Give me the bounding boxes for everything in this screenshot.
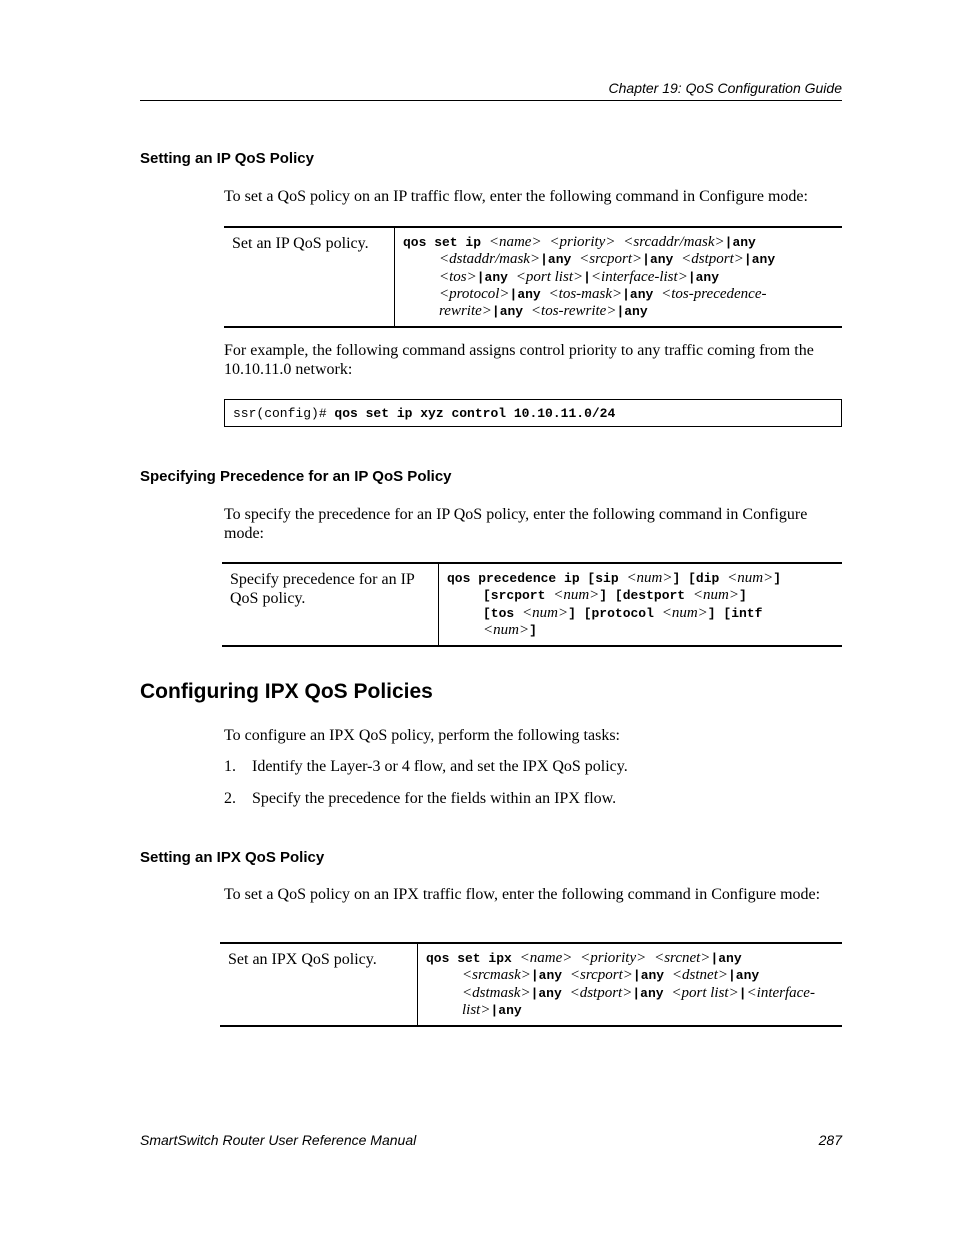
syntax-keyword: qos set ip (403, 235, 489, 250)
syntax-keyword: |any (710, 951, 742, 966)
command-table-precedence (222, 562, 842, 647)
running-header: Chapter 19: QoS Configuration Guide (140, 78, 842, 101)
intro-ipx-qos: To set a QoS policy on an IPX traffic flow, enter the following command in Configure mode: (224, 886, 821, 903)
syntax-keyword: |any (632, 968, 672, 984)
syntax-argument: <num> (522, 604, 569, 621)
syntax-keyword: |any (491, 304, 531, 320)
syntax-keyword: |any (509, 286, 549, 302)
syntax-argument: <interface-list> (590, 268, 688, 285)
list-item-number: 2. (224, 790, 236, 807)
heading-setting-ip-qos-policy: Setting an IP QoS Policy (140, 150, 314, 167)
syntax-keyword: | (583, 269, 591, 285)
syntax-keyword: | (738, 985, 747, 1001)
example-command: qos set ip xyz control 10.10.11.0/24 (334, 406, 616, 421)
syntax-keyword: |any (687, 269, 720, 285)
command-table-ip-qos (224, 226, 842, 328)
syntax-keyword: |any (540, 252, 580, 268)
syntax-argument: <num> (727, 570, 774, 586)
list-item (224, 789, 616, 808)
syntax-argument: <tos-mask> (548, 285, 623, 302)
syntax-argument: <srcport> (569, 967, 633, 984)
syntax-argument: <dstaddr/mask> (439, 251, 541, 268)
syntax-argument: <dstport> (569, 984, 633, 1001)
syntax-text (572, 951, 580, 966)
example-prompt: ssr(config)# (233, 406, 335, 421)
list-item-number: 1. (224, 758, 236, 775)
syntax-keyword: ] [dip (672, 571, 728, 586)
syntax-argument: <priority> (549, 234, 616, 250)
syntax-keyword: ] [protocol (568, 605, 662, 621)
syntax-keyword: ] [intf (707, 605, 763, 621)
syntax-argument: <srcport> (579, 251, 643, 268)
syntax-argument: <srcaddr/mask> (623, 234, 725, 250)
intro-ip-qos: To set a QoS policy on an IP traffic flow, enter the following command in Configure mode: (224, 188, 808, 205)
syntax-argument: <name> (519, 950, 573, 966)
command-syntax (395, 227, 843, 327)
command-syntax (418, 943, 843, 1026)
syntax-argument: <dstnet> (671, 967, 728, 984)
manual-title: SmartSwitch Router User Reference Manual (140, 1132, 417, 1148)
syntax-keyword: |any (490, 1002, 522, 1018)
syntax-keyword: [srcport (483, 588, 554, 604)
syntax-keyword: |any (724, 235, 756, 250)
syntax-block (447, 570, 836, 639)
syntax-argument: <num> (483, 621, 530, 638)
syntax-argument: <tos-precedence- (661, 285, 767, 302)
page-footer (140, 1132, 842, 1148)
command-description: Set an IP QoS policy. (224, 227, 395, 327)
heading-configuring-ipx-qos: Configuring IPX QoS Policies (140, 680, 433, 703)
syntax-argument: <num> (553, 587, 600, 604)
list-item (224, 757, 628, 776)
syntax-keyword: |any (728, 968, 760, 984)
syntax-keyword: |any (632, 985, 672, 1001)
syntax-keyword: |any (622, 286, 662, 302)
syntax-argument: <num> (692, 587, 739, 604)
syntax-argument: <num> (626, 570, 673, 586)
syntax-argument: <tos-rewrite> (530, 303, 617, 320)
syntax-argument: <name> (488, 234, 542, 250)
command-description: Set an IPX QoS policy. (220, 943, 418, 1026)
syntax-keyword: |any (642, 252, 682, 268)
syntax-argument: <port list> (671, 984, 739, 1001)
command-syntax (439, 563, 843, 646)
syntax-keyword: ] (529, 622, 537, 638)
syntax-keyword: ] [destport (599, 588, 693, 604)
syntax-keyword: |any (530, 985, 570, 1001)
syntax-argument: <port list> (515, 268, 584, 285)
syntax-keyword: ] (739, 588, 747, 604)
heading-setting-ipx-qos-policy: Setting an IPX QoS Policy (140, 849, 325, 866)
syntax-keyword: |any (530, 968, 570, 984)
command-description: Specify precedence for an IP QoS policy. (222, 563, 439, 646)
syntax-argument: <protocol> (439, 285, 510, 302)
syntax-argument: <num> (661, 604, 708, 621)
syntax-argument: rewrite> (439, 303, 492, 320)
command-table-ipx-qos (220, 942, 842, 1027)
list-item-text: Specify the precedence for the fields within an IPX flow. (252, 790, 617, 807)
syntax-keyword: |any (476, 269, 516, 285)
syntax-block (426, 950, 836, 1019)
intro-precedence: To specify the precedence for an IP QoS policy, enter the following command in Configure mode: (224, 506, 808, 542)
syntax-keyword: qos set ipx (426, 951, 520, 966)
syntax-keyword: [tos (483, 605, 523, 621)
syntax-argument: <dstmask> (462, 984, 531, 1001)
list-item-text: Identify the Layer-3 or 4 flow, and set the IPX QoS policy. (252, 758, 628, 775)
example-code-box (224, 399, 842, 427)
example-intro: For example, the following command assigns control priority to any traffic coming from the 10.10.11.0 network: (224, 342, 814, 378)
page-number: 287 (818, 1132, 842, 1148)
syntax-keyword: ] (773, 571, 782, 586)
syntax-argument: <srcmask> (462, 967, 531, 984)
syntax-argument: <srcnet> (654, 950, 711, 966)
syntax-argument: <priority> (580, 950, 647, 966)
syntax-text (646, 951, 654, 966)
syntax-argument: <interface- (746, 984, 815, 1001)
syntax-argument: list> (462, 1001, 491, 1018)
syntax-keyword: qos precedence ip [sip (447, 571, 627, 586)
syntax-argument: <tos> (439, 268, 477, 285)
heading-specifying-precedence: Specifying Precedence for an IP QoS Policy (140, 468, 452, 485)
syntax-keyword: |any (743, 252, 776, 268)
syntax-block (403, 234, 836, 320)
syntax-keyword: |any (616, 304, 648, 320)
intro-ipx-tasks: To configure an IPX QoS policy, perform the following tasks: (224, 727, 620, 744)
syntax-argument: <dstport> (681, 251, 744, 268)
